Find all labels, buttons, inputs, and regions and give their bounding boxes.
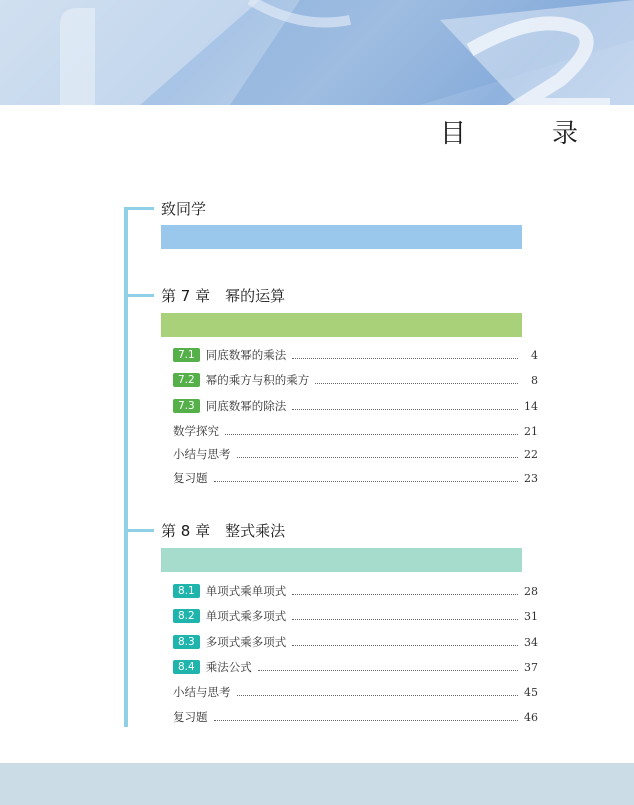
section-badge: 7.1 (173, 348, 200, 362)
chapter7-bar (161, 313, 522, 337)
page-number: 21 (524, 424, 538, 438)
section-label: 同底数幂的除法 (205, 399, 287, 413)
page-number: 22 (524, 447, 538, 461)
header-banner (0, 0, 634, 105)
section-label: 单项式乘多项式 (205, 609, 287, 623)
preface-heading[interactable]: 致同学 (161, 200, 207, 218)
dot-leader (258, 670, 518, 671)
section-label: 多项式乘多项式 (205, 635, 287, 649)
page-number: 37 (524, 660, 538, 674)
section-badge: 7.2 (173, 373, 200, 387)
footer-band (0, 763, 634, 805)
section-label: 幂的乘方与积的乘方 (205, 373, 310, 387)
section-label: 复习题 (173, 471, 208, 485)
chapter8-heading[interactable]: 第 8 章 整式乘法 (161, 522, 286, 540)
dot-leader (292, 645, 518, 646)
dot-leader (214, 481, 519, 482)
banner-decoration (0, 0, 634, 105)
page-number: 28 (524, 584, 538, 598)
dot-leader (214, 720, 519, 721)
toc-tick-preface (124, 207, 154, 210)
section-label: 复习题 (173, 710, 208, 724)
toc-entry-7-review[interactable] (173, 470, 538, 486)
preface-bar (161, 225, 522, 249)
page-number: 23 (524, 471, 538, 485)
section-label: 小结与思考 (173, 685, 231, 699)
dot-leader (292, 409, 518, 410)
section-label: 乘法公式 (205, 660, 252, 674)
toc-entry-8-1[interactable] (173, 583, 538, 599)
dot-leader (292, 594, 518, 595)
section-label: 小结与思考 (173, 447, 231, 461)
page-title: 目 录 (440, 119, 609, 149)
section-badge: 8.1 (173, 584, 200, 598)
dot-leader (292, 358, 518, 359)
toc-entry-7-1[interactable] (173, 347, 538, 363)
section-badge: 8.2 (173, 609, 200, 623)
section-badge: 7.3 (173, 399, 200, 413)
toc-tick-ch7 (124, 294, 154, 297)
toc-entry-7-explore[interactable] (173, 423, 538, 439)
page-number: 45 (524, 685, 538, 699)
page-number: 4 (531, 348, 538, 362)
toc-spine (124, 207, 128, 727)
dot-leader (225, 434, 518, 435)
toc-entry-8-3[interactable] (173, 634, 538, 650)
dot-leader (315, 383, 518, 384)
page-number: 31 (524, 609, 538, 623)
page-number: 14 (524, 399, 538, 413)
toc-entry-8-4[interactable] (173, 659, 538, 675)
section-label: 单项式乘单项式 (205, 584, 287, 598)
toc-entry-7-2[interactable] (173, 372, 538, 388)
chapter8-bar (161, 548, 522, 572)
toc-tick-ch8 (124, 529, 154, 532)
section-badge: 8.4 (173, 660, 200, 674)
page-number: 46 (524, 710, 538, 724)
toc-entry-8-summary[interactable] (173, 684, 538, 700)
toc-entry-7-summary[interactable] (173, 446, 538, 462)
page-number: 34 (524, 635, 538, 649)
dot-leader (237, 457, 519, 458)
toc-entry-8-2[interactable] (173, 608, 538, 624)
section-label: 数学探究 (173, 424, 219, 438)
page-number: 8 (531, 373, 538, 387)
section-label: 同底数幂的乘法 (205, 348, 287, 362)
chapter7-heading[interactable]: 第 7 章 幂的运算 (161, 287, 286, 305)
toc-entry-7-3[interactable] (173, 398, 538, 414)
dot-leader (292, 619, 518, 620)
section-badge: 8.3 (173, 635, 200, 649)
dot-leader (237, 695, 519, 696)
toc-entry-8-review[interactable] (173, 709, 538, 725)
